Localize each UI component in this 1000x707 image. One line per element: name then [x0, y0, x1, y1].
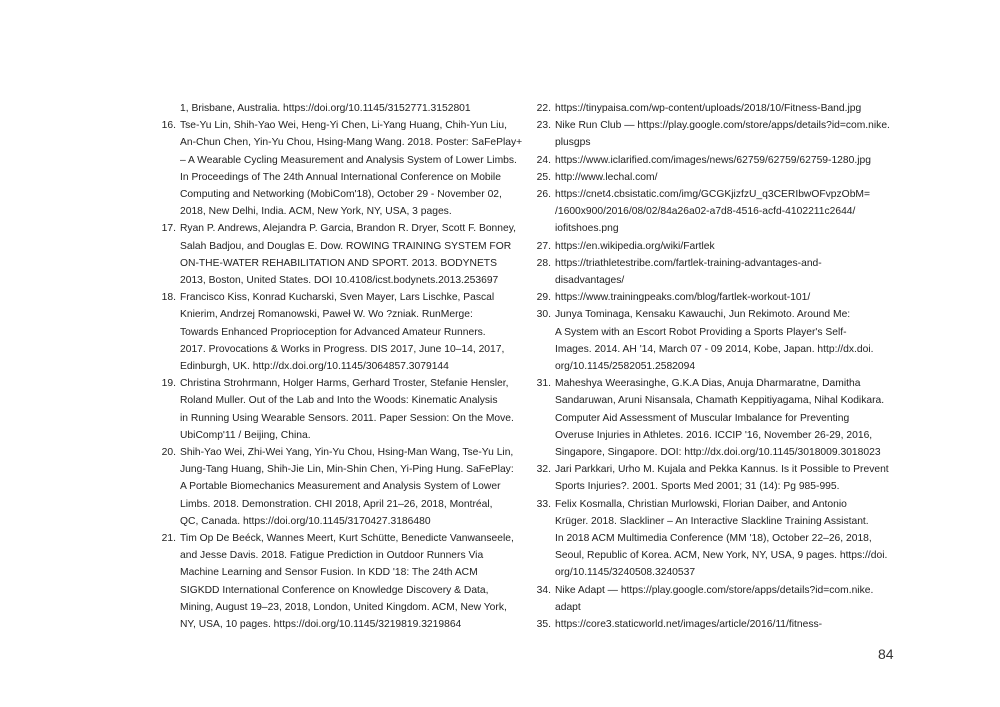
reference-text-line: in Running Using Wearable Sensors. 2011. Paper Session: On the Move.	[180, 412, 514, 424]
reference-text-line: and Jesse Davis. 2018. Fatigue Prediction in Outdoor Runners Via	[180, 550, 484, 562]
reference-text-line: adapt	[555, 601, 581, 613]
reference-number: 31.	[536, 378, 551, 390]
reference-text-line: Knierim, Andrzej Romanowski, Paweł W. Wo ?zniak. RunMerge:	[180, 309, 473, 321]
reference-item	[158, 444, 528, 530]
reference-text-line: A System with an Escort Robot Providing a Sports Player's Self-	[555, 326, 847, 338]
reference-number: 29.	[536, 292, 551, 304]
reference-text-line: Towards Enhanced Proprioception for Advanced Amateur Runners.	[180, 326, 486, 338]
reference-text-line: SIGKDD International Conference on Knowledge Discovery & Data,	[180, 584, 489, 596]
reference-text-line: 2013, Boston, United States. DOI 10.4108/icst.bodynets.2013.253697	[180, 275, 499, 287]
reference-item	[533, 289, 903, 306]
reference-text-line: https://tinypaisa.com/wp-content/uploads/2018/10/Fitness-Band.jpg	[555, 103, 862, 114]
reference-number: 22.	[536, 103, 551, 114]
reference-number: 17.	[161, 223, 176, 235]
reference-text-line: Nike Adapt — https://play.google.com/store/apps/details?id=com.nike.	[555, 584, 874, 596]
reference-text-line: org/10.1145/3240508.3240537	[555, 567, 696, 579]
reference-number: 35.	[536, 619, 551, 631]
reference-item	[533, 461, 903, 495]
reference-text-line: Edinburgh, UK. http://dx.doi.org/10.1145/3064857.3079144	[180, 361, 449, 373]
reference-text-line: NY, USA, 10 pages. https://doi.org/10.1145/3219819.3219864	[180, 619, 462, 631]
reference-item	[158, 530, 528, 633]
reference-number: 25.	[536, 171, 551, 183]
reference-number: 20.	[161, 447, 176, 459]
reference-text-line: https://cnet4.cbsistatic.com/img/GCGKjizfzU_q3CERIbwOFvpzObM=	[555, 189, 871, 201]
reference-number: 18.	[161, 292, 176, 304]
reference-text-line: Tse-Yu Lin, Shih-Yao Wei, Heng-Yi Chen, Li-Yang Huang, Chih-Yun Liu,	[180, 120, 508, 132]
reference-text-line: In Proceedings of The 24th Annual International Conference on Mobile	[180, 171, 501, 183]
reference-item	[533, 238, 903, 255]
reference-item	[533, 169, 903, 186]
reference-number: 26.	[536, 189, 551, 201]
reference-text-line: Shih-Yao Wei, Zhi-Wei Yang, Yin-Yu Chou, Hsing-Man Wang, Tse-Yu Lin,	[180, 447, 514, 459]
reference-text-line: disadvantages/	[555, 275, 625, 287]
reference-item	[533, 152, 903, 169]
reference-text-line: /1600x900/2016/08/02/84a26a02-a7d8-4516-acfd-4102211c2644/	[555, 206, 856, 218]
reference-text-line: Maheshya Weerasinghe, G.K.A Dias, Anuja Dharmaratne, Damitha	[555, 378, 861, 390]
references-left-column	[158, 100, 528, 633]
reference-text-line: Christina Strohrmann, Holger Harms, Gerhard Troster, Stefanie Hensler,	[180, 378, 509, 390]
reference-text-line: https://www.trainingpeaks.com/blog/fartlek-workout-101/	[555, 292, 811, 304]
reference-text-line: A Portable Biomechanics Measurement and Analysis System of Lower	[180, 481, 501, 493]
reference-text-line: https://www.iclarified.com/images/news/62759/62759/62759-1280.jpg	[555, 154, 871, 166]
reference-number: 34.	[536, 584, 551, 596]
reference-item	[158, 375, 528, 444]
reference-item	[533, 616, 903, 633]
reference-text-line: Overuse Injuries in Athletes. 2016. ICCIP '16, November 26-29, 2016,	[555, 429, 873, 441]
reference-text-line: https://triathletestribe.com/fartlek-training-advantages-and-	[555, 257, 822, 269]
reference-text-line: Singapore, Singapore. DOI: http://dx.doi.org/10.1145/3018009.3018023	[555, 447, 881, 459]
reference-item	[533, 255, 903, 289]
reference-item	[533, 306, 903, 375]
reference-number: 24.	[536, 154, 551, 166]
reference-text-line: Machine Learning and Sensor Fusion. In KDD '18: The 24th ACM	[180, 567, 478, 579]
reference-text-line: Images. 2014. AH '14, March 07 - 09 2014, Kobe, Japan. http://dx.doi.	[555, 343, 874, 355]
reference-text-line: Nike Run Club — https://play.google.com/store/apps/details?id=com.nike.	[555, 120, 890, 132]
reference-text-line: Salah Badjou, and Douglas E. Dow. ROWING TRAINING SYSTEM FOR	[180, 240, 512, 252]
reference-number: 19.	[161, 378, 176, 390]
reference-text-line: 2018, New Delhi, India. ACM, New York, NY, USA, 3 pages.	[180, 206, 452, 218]
reference-number: 23.	[536, 120, 551, 132]
reference-text-line: Sandaruwan, Aruni Nisansala, Chamath Keppitiyagama, Nihal Kodikara.	[555, 395, 885, 407]
reference-text-line: https://core3.staticworld.net/images/article/2016/11/fitness-	[555, 619, 823, 631]
reference-text-line: Seoul, Republic of Korea. ACM, New York, NY, USA, 9 pages. https://doi.	[555, 550, 888, 562]
reference-text-line: Limbs. 2018. Demonstration. CHI 2018, April 21–26, 2018, Montréal,	[180, 498, 493, 510]
reference-text-line: https://en.wikipedia.org/wiki/Fartlek	[555, 240, 715, 252]
reference-number: 16.	[161, 120, 176, 132]
reference-text-line: Junya Tominaga, Kensaku Kawauchi, Jun Rekimoto. Around Me:	[555, 309, 851, 321]
reference-text-line: – A Wearable Cycling Measurement and Analysis System of Lower Limbs.	[180, 154, 517, 166]
reference-item	[533, 496, 903, 582]
reference-number: 33.	[536, 498, 551, 510]
references-right-column	[533, 100, 903, 633]
reference-text-line: QC, Canada. https://doi.org/10.1145/3170427.3186480	[180, 515, 431, 527]
reference-number: 21.	[161, 533, 176, 545]
reference-text-line: UbiComp'11 / Beijing, China.	[180, 429, 311, 441]
reference-text-line: Sports Injuries?. 2001. Sports Med 2001; 31 (14): Pg 985-995.	[555, 481, 840, 493]
reference-text-line: ON-THE-WATER REHABILITATION AND SPORT. 2013. BODYNETS	[180, 257, 497, 269]
reference-item	[533, 582, 903, 616]
reference-text-line: org/10.1145/2582051.2582094	[555, 361, 696, 373]
reference-text-line: Tim Op De Beéck, Wannes Meert, Kurt Schütte, Benedicte Vanwanseele,	[180, 533, 514, 545]
reference-item	[158, 100, 528, 117]
reference-item	[158, 117, 528, 220]
reference-text-line: 1, Brisbane, Australia. https://doi.org/10.1145/3152771.3152801	[180, 103, 471, 114]
reference-item	[158, 220, 528, 289]
reference-text-line: Felix Kosmalla, Christian Murlowski, Florian Daiber, and Antonio	[555, 498, 847, 510]
reference-text-line: plusgps	[555, 137, 591, 149]
reference-item	[533, 117, 903, 151]
reference-item	[533, 186, 903, 238]
reference-text-line: Computing and Networking (MobiCom'18), October 29 - November 02,	[180, 189, 502, 201]
reference-item	[158, 289, 528, 375]
reference-number: 30.	[536, 309, 551, 321]
reference-number: 27.	[536, 240, 551, 252]
reference-text-line: 2017. Provocations & Works in Progress. DIS 2017, June 10–14, 2017,	[180, 343, 505, 355]
reference-text-line: Jung-Tang Huang, Shih-Jie Lin, Min-Shin Chen, Yi-Ping Hung. SaFePlay:	[180, 464, 514, 476]
reference-text-line: Roland Muller. Out of the Lab and Into the Woods: Kinematic Analysis	[180, 395, 498, 407]
reference-text-line: Krüger. 2018. Slackliner – An Interactive Slackline Training Assistant.	[555, 515, 869, 527]
reference-item	[533, 100, 903, 117]
reference-text-line: iofitshoes.png	[555, 223, 619, 235]
reference-text-line: An-Chun Chen, Yin-Yu Chou, Hsing-Mang Wang. 2018. Poster: SaFePlay+	[180, 137, 523, 149]
reference-number: 28.	[536, 257, 551, 269]
reference-text-line: Ryan P. Andrews, Alejandra P. Garcia, Brandon R. Dryer, Scott F. Bonney,	[180, 223, 516, 235]
reference-text-line: In 2018 ACM Multimedia Conference (MM '18), October 22–26, 2018,	[555, 533, 872, 545]
reference-number: 32.	[536, 464, 551, 476]
reference-text-line: Computer Aid Assessment of Muscular Imbalance for Preventing	[555, 412, 850, 424]
page-number: 84	[878, 646, 894, 662]
reference-text-line: http://www.lechal.com/	[555, 171, 658, 183]
reference-text-line: Francisco Kiss, Konrad Kucharski, Sven Mayer, Lars Lischke, Pascal	[180, 292, 495, 304]
reference-item	[533, 375, 903, 461]
reference-text-line: Jari Parkkari, Urho M. Kujala and Pekka Kannus. Is it Possible to Prevent	[555, 464, 889, 476]
reference-text-line: Mining, August 19–23, 2018, London, United Kingdom. ACM, New York,	[180, 601, 507, 613]
